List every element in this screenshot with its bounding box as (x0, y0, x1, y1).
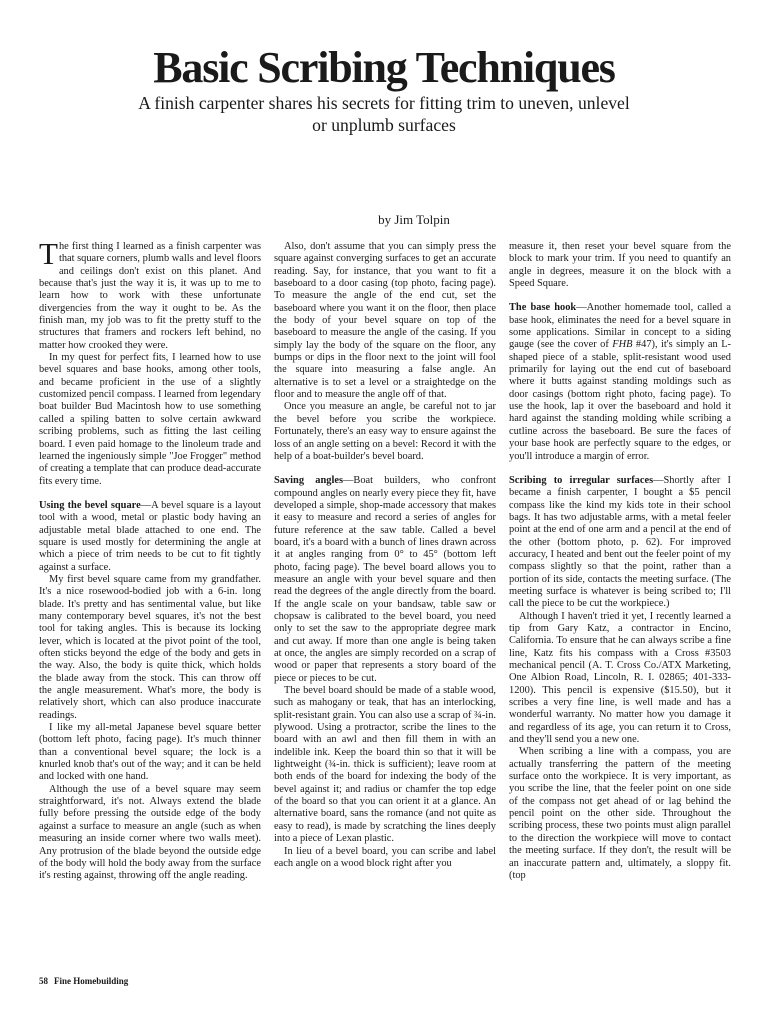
section-heading: Scribing to irregular surfaces (509, 474, 654, 486)
paragraph: Also, don't assume that you can simply press the square against converging surfaces to get an accurate reading. Say, for instance, that you want to fit a baseboard to a door casing (top photo, facing page). To measure the angle of the end cut, set the baseboard where you want it on the floor, then place the body of your bevel square on top of the baseboard to measure the angle of the casing. If you simply lay the body of the square on the floor, any bumps or dips in the floor next to the joint will fool the square into measuring a false angle. An alternative is to set a level or a straightedge on the floor and to measure the angle off of that. (274, 241, 496, 401)
paragraph: My first bevel square came from my grandfather. It's a nice rosewood-bodied job with a 6-in. long blade. It's pretty and has sentimental value, but like many contemporary bevel squares, it's not the best tool for taking angles. This is because its locking lever, which is located at the pivot point of the tool, often sticks beyond the edge of the body and gets in the way. Also, the body is quite thick, which holds the blade away from the stock. This can throw off the angle measurement. What's more, the body is relatively short, which can also produce inaccurate readings. (39, 573, 261, 721)
article-subtitle: A finish carpenter shares his secrets for fitting trim to uneven, unlevel or unplumb surfaces (138, 93, 630, 135)
paragraph: In my quest for perfect fits, I learned how to use bevel squares and base hooks, among other tools, and became proficient in the use of a slightly customized pencil compass. I learned from legendary boat builder Bud Macintosh how to use something called a spiling batten to solve certain awkward scribing problems, such as fitting the last ceiling board. I even paid homage to the linoleum trade and learned the ingeniously simple "Joe Frogger" method of creating a template that can produce dead-accurate fits every time. (39, 352, 261, 487)
column-2 (274, 241, 496, 971)
column-3 (509, 241, 731, 971)
magazine-name: Fine Homebuilding (54, 976, 129, 986)
paragraph: Scribing to irregular surfaces—Shortly after I became a finish carpenter, I bought a $5 pencil compass like the kind my kids tote in their school bags. It has two adjustable arms, with a metal feeler point at the end of one arm and a pencil at the end of the other (bottom photo, p. 62). For improved accuracy, I heated and bent out the feeler point of my compass slightly so that the point, rather than a portion of its side, contacts the meeting surface. (The meeting surface is whatever is being scribed to; I'll call the piece to be cut the workpiece.) (509, 474, 731, 610)
byline: by Jim Tolpin (378, 212, 450, 227)
paragraph: measure it, then reset your bevel square from the block to mark your trim. If you need to quantify an angle in degrees, measure it on the block with a Speed Square. (509, 241, 731, 290)
drop-cap: T (39, 241, 58, 271)
paragraph: Saving angles—Boat builders, who confront compound angles on nearly every piece they fit, have developed a simple, shop-made accessory that makes it easy to measure and record a series of angles for future reference at the saw table. Called a bevel board, it's a board with a bunch of lines drawn across it at angles ranging from 0° to 45° (bottom left photo, facing page). The bevel board allows you to measure an angle with your bevel square and then read the degrees of the angle directly from the board. If the angle scale on your bandsaw, table saw or chopsaw is calibrated to the bevel board, you need only to set the saw to the appropriate degree mark and cut away. If more than one angle is being taken at once, the angles are simply recorded on a scrap of wood or paper that represents a story board of the piece or pieces to be cut. (274, 475, 496, 684)
page-folio (39, 976, 134, 986)
paragraph: The bevel board should be made of a stable wood, such as mahogany or teak, that has an interlocking, split-resistant grain. You can also use a scrap of ¾-in. plywood. Using a protractor, scribe the lines to the board with an awl and then fill them in with an indelible ink. Keep the board thin so that it will be lightweight (¾-in. thick is sufficient); leave room at both ends of the board for indexing the body of the bevel against it; and radius or chamfer the top edge of the board so that you can orient it at a glance. An alternative board, sans the romance (and not quite as easy to read), is made by scratching the lines deeply into a piece of Lexan plastic. (274, 685, 496, 845)
column-1 (39, 241, 261, 971)
paragraph: Using the bevel square—A bevel square is a layout tool with a wood, metal or plastic body having an adjustable metal blade attached to one end. The square is used mostly for determining the angle at which a piece of trim needs to be cut to fit tightly against a surface. (39, 499, 261, 573)
section-heading: Using the bevel square (39, 499, 141, 511)
paragraph: I like my all-metal Japanese bevel square better (bottom left photo, facing page). It's much thinner than a conventional bevel square; the lock is a knurled knob that's out of the way; and it can be held and locked with one hand. (39, 722, 261, 783)
page-number: 58 (39, 976, 48, 986)
paragraph: Although the use of a bevel square may seem straightforward, it's not. Always extend the blade fully before pressing the outside edge of the body against a surface to measure an angle (such as when measuring an inside corner where two walls meet). Any protrusion of the blade beyond the outside edge of the body will hold the body away from the surface it's resting against, throwing off the angle reading. (39, 783, 261, 882)
paragraph: Once you measure an angle, be careful not to jar the bevel before you scribe the workpiece. Fortunately, there's an easy way to ensure against the loss of an angle setting on a bevel: Record it with the help of a boat-builder's bevel board. (274, 401, 496, 462)
paragraph: The first thing I learned as a finish carpenter was that square corners, plumb walls and level floors and ceilings don't exist on this planet. And because that's just the way it is, it was up to me to learn how to work with these unfortunate divergencies from the way it ought to be. As the finish man, my job was to fit the pretty stuff to the structures that framers and rockers left behind, no matter how crooked they were. (39, 241, 261, 351)
paragraph: Although I haven't tried it yet, I recently learned a tip from Gary Katz, a contractor in Encino, California. To ensure that he can always scribe a fine line, Katz fits his compass with a Cross #3503 mechanical pencil (A. T. Cross Co./ATX Marketing, One Albion Road, Lincoln, R. I. 02865; 401-333-1200). This pencil is expensive ($15.50), but it scribes a very fine line, is well made and has a wonderful warranty. No matter how you damage it and regardless of its age, you can return it to Cross, and they'll send you a new one. (509, 610, 731, 746)
section-heading: The base hook (509, 302, 577, 314)
article-title: Basic Scribing Techniques (153, 43, 615, 92)
section-heading: Saving angles (274, 475, 344, 487)
paragraph: When scribing a line with a compass, you are actually transferring the pattern of the meeting surface onto the workpiece. It is very important, as you scribe the line, that the feeler point on one side of the compass not get ahead of or lag behind the pencil point on the other side. Throughout the scribing process, these two points must align parallel to the direction the workpiece will move to contact the meeting surface. If they don't, the result will be an inaccurate pattern and, ultimately, a sloppy fit. (top (509, 746, 731, 881)
paragraph: In lieu of a bevel board, you can scribe and label each angle on a wood block right after you (274, 845, 496, 869)
paragraph: The base hook—Another homemade tool, called a base hook, eliminates the need for a bevel square in some applications. Similar in concept to a siding gauge (see the cover of FHB #47), it's simply an L-shaped piece of a stable, split-resistant wood used primarily for laying out the end cut of baseboard where it butts against standing moldings such as door casings (bottom right photo, facing page). To use the hook, lap it over the baseboard and hold it hard against the standing molding while scribing a cutline across the baseboard. Be sure the faces of your base hook are perfectly square to the edges, or you'll introduce a margin of error. (509, 302, 731, 462)
